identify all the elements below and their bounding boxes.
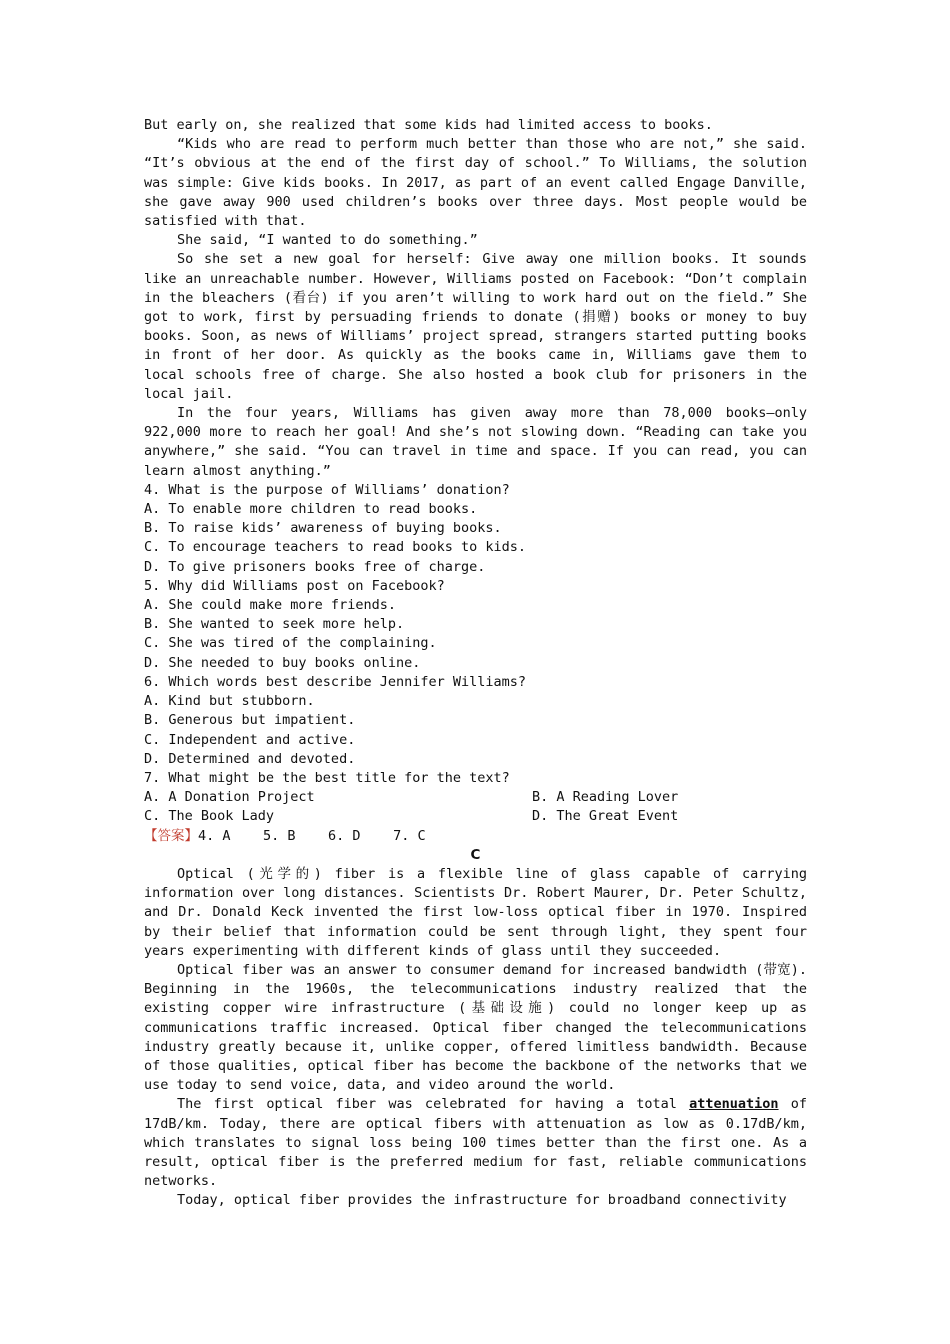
answer-tag: 【答案】: [144, 827, 198, 844]
paragraph-text-start: The first optical fiber was celebrated for having a total: [177, 1096, 690, 1113]
option-b: B. She wanted to seek more help.: [144, 616, 405, 633]
option-d: D. To give prisoners books free of charge.: [144, 558, 486, 575]
answer-text: 4. A 5. B 6. D 7. C: [198, 827, 426, 844]
question-stem: 5. Why did Williams post on Facebook?: [144, 577, 445, 594]
option-d: D. Determined and devoted.: [144, 750, 356, 767]
option-b: B. Generous but impatient.: [144, 712, 356, 729]
question-stem: 7. What might be the best title for the text?: [144, 769, 510, 786]
passage-b-paragraph-1: But early on, she realized that some kids had limited access to books.: [144, 117, 713, 133]
passage-c-paragraph-4: Today, optical fiber provides the infrastructure for broadband connectivity: [177, 1192, 787, 1209]
option-a: A. Kind but stubborn.: [144, 693, 315, 710]
question-7: [144, 769, 807, 827]
option-a: A. A Donation Project: [144, 789, 315, 806]
passage-b-paragraph-4: So she set a new goal for herself: Give away one million books. It sounds like an unreachable number. However, Williams posted on Facebook: “Don’t complain in the bleachers (看台) if you aren’t willing to work hard out on the field.” She got to work, first by persuading friends to donate (捐赠) books or money to buy books. Soon, as news of Williams’ project spread, strangers started putting books in front of her door. As quickly as the books came in, Williams gave them to local schools free of charge. She also hosted a book club for prisoners in the local jail.: [144, 251, 807, 402]
option-c: C. She was tired of the complaining.: [144, 635, 437, 652]
option-c: C. Independent and active.: [144, 731, 356, 748]
passage-c-paragraph-2: Optical fiber was an answer to consumer demand for increased bandwidth (带宽). Beginning in the 1960s, the telecommunications industry realized that the existing copper wire infrastructure (基础设施) could no longer keep up as communications traffic increased. Optical fiber changed the telecommunications industry greatly because it, unlike copper, offered limitless bandwidth. Because of those qualities, optical fiber has become the backbone of the networks that we use today to send voice, data, and video around the world.: [144, 961, 807, 1094]
document-page: [144, 116, 807, 1211]
option-a: A. To enable more children to read books.: [144, 501, 478, 518]
option-a: A. She could make more friends.: [144, 597, 396, 614]
option-c: C. To encourage teachers to read books to kids.: [144, 539, 527, 556]
question-6: [144, 673, 807, 769]
question-4: [144, 481, 807, 577]
option-c: C. The Book Lady: [144, 808, 275, 825]
passage-c-paragraph-3: [144, 1095, 807, 1191]
question-stem: 6. Which words best describe Jennifer Williams?: [144, 673, 527, 690]
passage-b-paragraph-3: She said, “I wanted to do something.”: [177, 232, 478, 249]
underlined-word: attenuation: [689, 1096, 779, 1113]
passage-b-paragraph-5: In the four years, Williams has given away more than 78,000 books—only 922,000 more to reach her goal! And she’s not slowing down. “Reading can take you anywhere,” she said. “You can travel in time and space. If you can read, you can learn almost anything.”: [144, 405, 807, 479]
passage-c-paragraph-1: Optical (光学的) fiber is a flexible line of glass capable of carrying information over long distances. Scientists Dr. Robert Maurer, Dr. Peter Schultz, and Dr. Donald Keck invented the first low-loss optical fiber in 1970. Inspired by their belief that information could be sent through light, they spent four years experimenting with different kinds of glass until they succeeded.: [144, 865, 807, 959]
option-d: D. The Great Event: [532, 808, 679, 825]
option-b: B. A Reading Lover: [532, 789, 679, 806]
option-b: B. To raise kids’ awareness of buying books.: [144, 520, 502, 537]
option-d: D. She needed to buy books online.: [144, 654, 421, 671]
question-stem: 4. What is the purpose of Williams’ donation?: [144, 481, 510, 498]
answer-key: [144, 827, 807, 846]
question-5: [144, 577, 807, 673]
paragraph-text-end: of 17dB/km. Today, there are optical fibers with attenuation as low as 0.17dB/km, which translates to signal loss being 100 times better than the first one. As a result, optical fiber is the preferred medium for fast, reliable communications networks.: [144, 1096, 808, 1190]
section-heading: C: [470, 846, 481, 863]
passage-b-paragraph-2: “Kids who are read to perform much better than those who are not,” she said. “It’s obvious at the end of the first day of school.” To Williams, the solution was simple: Give kids books. In 2017, as part of an event called Engage Danville, she gave away 900 used children’s books over three days. Most people would be satisfied with that.: [144, 136, 807, 230]
